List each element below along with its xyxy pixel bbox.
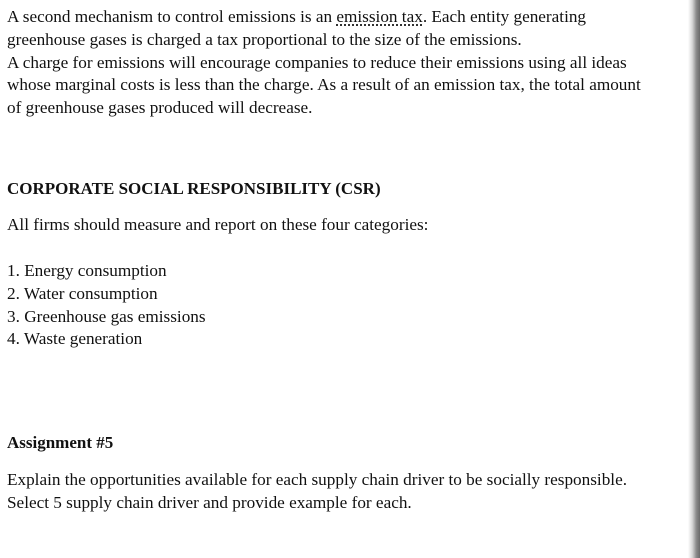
csr-heading: CORPORATE SOCIAL RESPONSIBILITY (CSR) — [7, 179, 381, 198]
intro-line-3: A charge for emissions will encourage companies to reduce their emissions using all ideas — [7, 52, 627, 72]
csr-category-list — [7, 260, 697, 351]
assignment-line-2: Select 5 supply chain driver and provide example for each. — [7, 492, 412, 512]
intro-paragraph — [7, 6, 697, 120]
assignment-text — [7, 469, 697, 515]
intro-line-5: of greenhouse gases produced will decrease. — [7, 98, 313, 118]
list-item: 3. Greenhouse gas emissions — [7, 306, 206, 326]
assignment-line-1: Explain the opportunities available for each supply chain driver to be socially responsible. — [7, 470, 628, 489]
intro-line-1-end: . Each entity generating — [422, 7, 587, 26]
intro-line-1 — [7, 6, 697, 29]
intro-line-4: whose marginal costs is less than the charge. As a result of an emission tax, the total amount — [7, 75, 641, 95]
assignment-heading: Assignment #5 — [7, 433, 114, 452]
intro-line-2: greenhouse gases is charged a tax proportional to the size of the emissions. — [7, 29, 522, 49]
intro-line-1-start: A second mechanism to control emissions is an — [7, 7, 337, 26]
emission-tax-link[interactable]: emission tax — [336, 7, 423, 26]
list-item: 4. Waste generation — [7, 329, 143, 349]
list-item: 2. Water consumption — [7, 283, 158, 303]
list-item: 1. Energy consumption — [7, 261, 167, 280]
csr-intro: All firms should measure and report on these four categories: — [7, 215, 429, 234]
page-edge-shadow — [688, 0, 700, 558]
